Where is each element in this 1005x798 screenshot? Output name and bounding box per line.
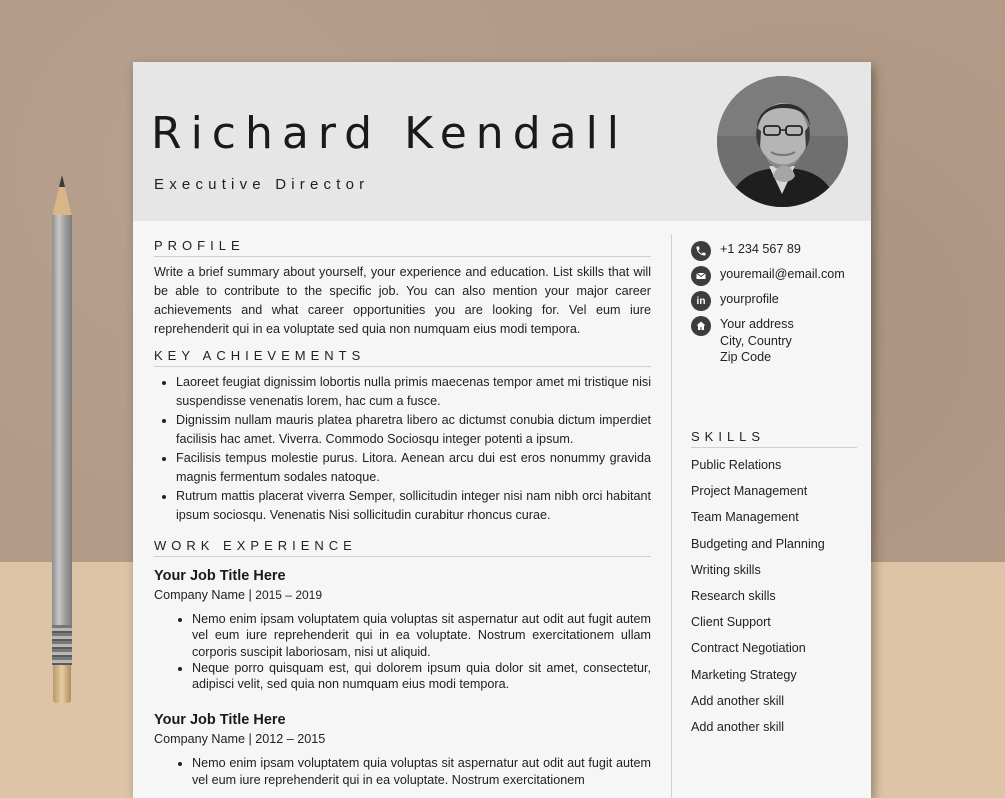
skill-item: Client Support (691, 615, 771, 630)
pencil-prop (52, 175, 72, 703)
candidate-title: Executive Director (154, 176, 370, 193)
address-zip: Zip Code (720, 350, 772, 364)
company-line (154, 588, 651, 602)
resume-header (133, 62, 871, 221)
skill-item: Project Management (691, 484, 808, 499)
skill-item: Writing skills (691, 562, 761, 577)
job-title: Your Job Title Here (154, 568, 286, 584)
address-city: City, Country (720, 333, 792, 348)
achievement-item: • Laoreet feugiat dignissim lobortis nulla primis maecenas tempor amet mi tristique nisi suspendisse venenatis lorem, hac cum a fusce. (176, 373, 651, 411)
address-block (720, 316, 794, 366)
contact-email (691, 266, 845, 286)
email-icon (691, 266, 711, 286)
job-entry (154, 568, 651, 692)
contact-address (691, 316, 794, 366)
company-name: Company Name (154, 732, 245, 747)
profile-heading: PROFILE (154, 238, 651, 257)
achievement-item: • Facilisis tempus molestie purus. Litora. Aenean arcu dui est eros nonummy gravida magnis fermentum sodales natoque. (176, 449, 651, 487)
achievements-list (154, 373, 651, 525)
pencil-lead (59, 175, 65, 187)
skills-list (691, 456, 825, 744)
duties-list (154, 755, 651, 788)
pencil-ferrule (52, 625, 72, 665)
skill-item: Public Relations (691, 458, 782, 472)
candidate-name: Richard Kendall (151, 108, 629, 159)
skill-item: Team Management (691, 510, 799, 525)
skill-item: Add another skill (691, 719, 785, 734)
job-years: 2012 – 2015 (255, 732, 326, 747)
company-line (154, 732, 651, 746)
job-years: 2015 – 2019 (255, 588, 323, 602)
column-divider (671, 234, 672, 798)
company-separator: | (248, 588, 252, 602)
contact-linkedin (691, 291, 779, 311)
company-name: Company Name (154, 588, 245, 602)
main-column (154, 238, 651, 788)
job-entry (154, 712, 651, 788)
profile-photo (717, 76, 848, 207)
phone-number: +1 234 567 89 (720, 242, 801, 256)
linkedin-icon: in (691, 291, 711, 311)
skill-item: Contract Negotiation (691, 641, 806, 656)
email-address: youremail@email.com (720, 267, 845, 281)
company-separator: | (248, 732, 252, 747)
portrait-illustration (717, 76, 848, 207)
skill-item: Add another skill (691, 693, 785, 708)
duties-list (154, 611, 651, 692)
skill-item: Marketing Strategy (691, 667, 797, 682)
linkedin-profile: yourprofile (720, 292, 779, 306)
address-line: Your address (720, 317, 794, 331)
achievements-heading: KEY ACHIEVEMENTS (154, 348, 651, 367)
skill-item: Budgeting and Planning (691, 536, 825, 551)
home-icon (691, 316, 711, 336)
skill-item: Research skills (691, 588, 776, 603)
achievement-item: • Dignissim nullam mauris platea pharetra libero ac dictumst conubia dictum imperdiet facilisis hac amet. Viverra. Commodo Sociosqu integer potenti a ipsum. (176, 411, 651, 449)
duty-item: • Neque porro quisquam est, qui dolorem ipsum quia dolor sit amet, consectetur, adipisci velit, sed quia non numquam eius modi tempora. (192, 660, 651, 693)
skills-heading: SKILLS (691, 429, 857, 448)
achievement-item: • Rutrum mattis placerat viverra Semper, sollicitudin integer nisi nam nibh orci habitant ipsum sociosqu. Venenatis Nisi sollicitudin curabitur rhoncus curae. (176, 487, 651, 525)
job-title: Your Job Title Here (154, 712, 286, 729)
contact-phone (691, 241, 801, 261)
pencil-body (52, 215, 72, 625)
resume-page (133, 62, 871, 798)
phone-icon (691, 241, 711, 261)
duty-item: • Nemo enim ipsam voluptatem quia voluptas sit aspernatur aut odit aut fugit autem vel eum iure reprehenderit qui in ea voluptate. Nostrum exercitationem (192, 755, 651, 788)
experience-heading: WORK EXPERIENCE (154, 538, 651, 557)
profile-summary: Write a brief summary about yourself, your experience and education. List skills that will be able to contribute to the specific job. You can also mention your major career achievements and what career opportunities you are looking for. Vel eum iure reprehenderit qui in ea voluptate sed quia non numquam eius modi tempora. (154, 265, 651, 336)
pencil-eraser (53, 665, 71, 703)
duty-item: • Nemo enim ipsam voluptatem quia voluptas sit aspernatur aut odit aut fugit autem vel eum iure reprehenderit qui in ea voluptate. Nostrum exercitationem ullam corporis suscipit laboriosam, nisi ut aliquid. (192, 611, 651, 660)
